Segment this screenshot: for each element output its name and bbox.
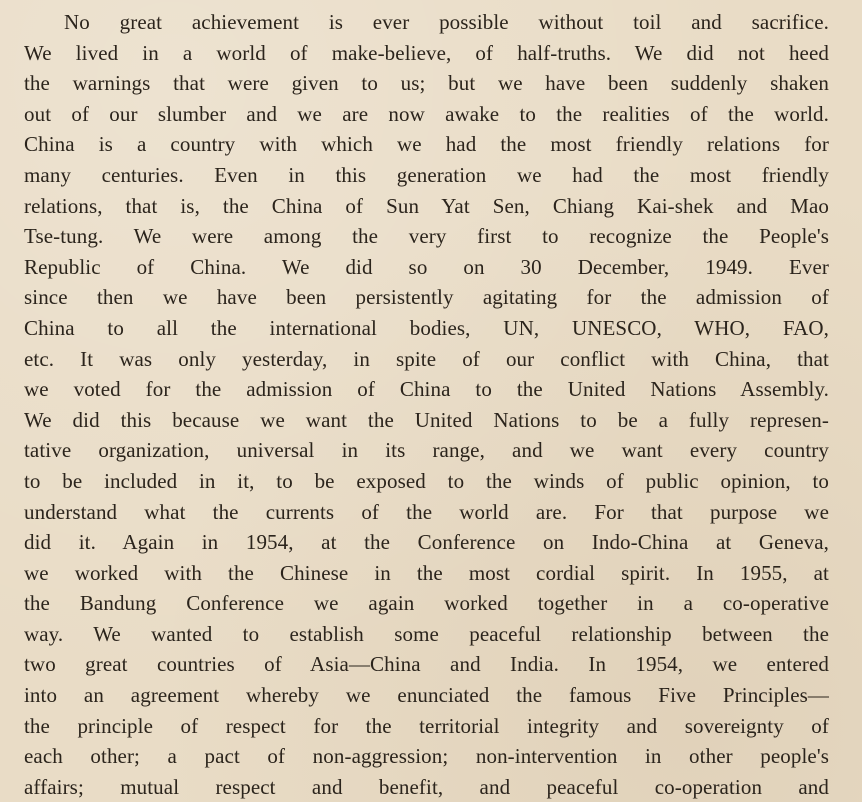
text-line: We did this because we want the United Nations to be a fully represen- [24,407,829,432]
text-line: did it. Again in 1954, at the Conference on Indo-China at Geneva, [24,530,829,555]
text-line: relations, that is, the China of Sun Yat Sen, Chiang Kai-shek and Mao [24,193,829,218]
text-line: China is a country with which we had the most friendly relations for [24,132,829,157]
text-line: affairs; mutual respect and benefit, and peaceful co-operation and [24,774,829,799]
text-line: tative organization, universal in its range, and we want every country [24,438,829,463]
text-line: since then we have been persistently agitating for the admission of [24,285,829,310]
text-line: many centuries. Even in this generation we had the most friendly [24,162,829,187]
text-line: No great achievement is ever possible without toil and sacrifice. [64,10,829,34]
text-line: the principle of respect for the territorial integrity and sovereignty of [24,713,829,738]
text-line: to be included in it, to be exposed to the winds of public opinion, to [24,468,829,493]
text-line: Tse-tung. We were among the very first to recognize the People's [24,224,829,249]
text-line: etc. It was only yesterday, in spite of our conflict with China, that [24,346,829,371]
text-line: the warnings that were given to us; but we have been suddenly shaken [24,71,829,96]
text-line: we worked with the Chinese in the most cordial spirit. In 1955, at [24,560,829,585]
text-line: each other; a pact of non-aggression; non-intervention in other people's [24,744,829,769]
text-line: into an agreement whereby we enunciated the famous Five Principles— [24,683,829,708]
text-line: out of our slumber and we are now awake to the realities of the world. [24,101,829,126]
text-line: We lived in a world of make-believe, of half-truths. We did not heed [24,40,829,65]
text-line: China to all the international bodies, UN, UNESCO, WHO, FAO, [24,315,829,340]
text-line: the Bandung Conference we again worked together in a co-operative [24,591,829,616]
text-line: understand what the currents of the world are. For that purpose we [24,499,829,524]
text-line: way. We wanted to establish some peaceful relationship between the [24,621,829,646]
text-line: Republic of China. We did so on 30 December, 1949. Ever [24,254,829,279]
text-line: we voted for the admission of China to the United Nations Assembly. [24,377,829,402]
text-line: two great countries of Asia—China and India. In 1954, we entered [24,652,829,677]
